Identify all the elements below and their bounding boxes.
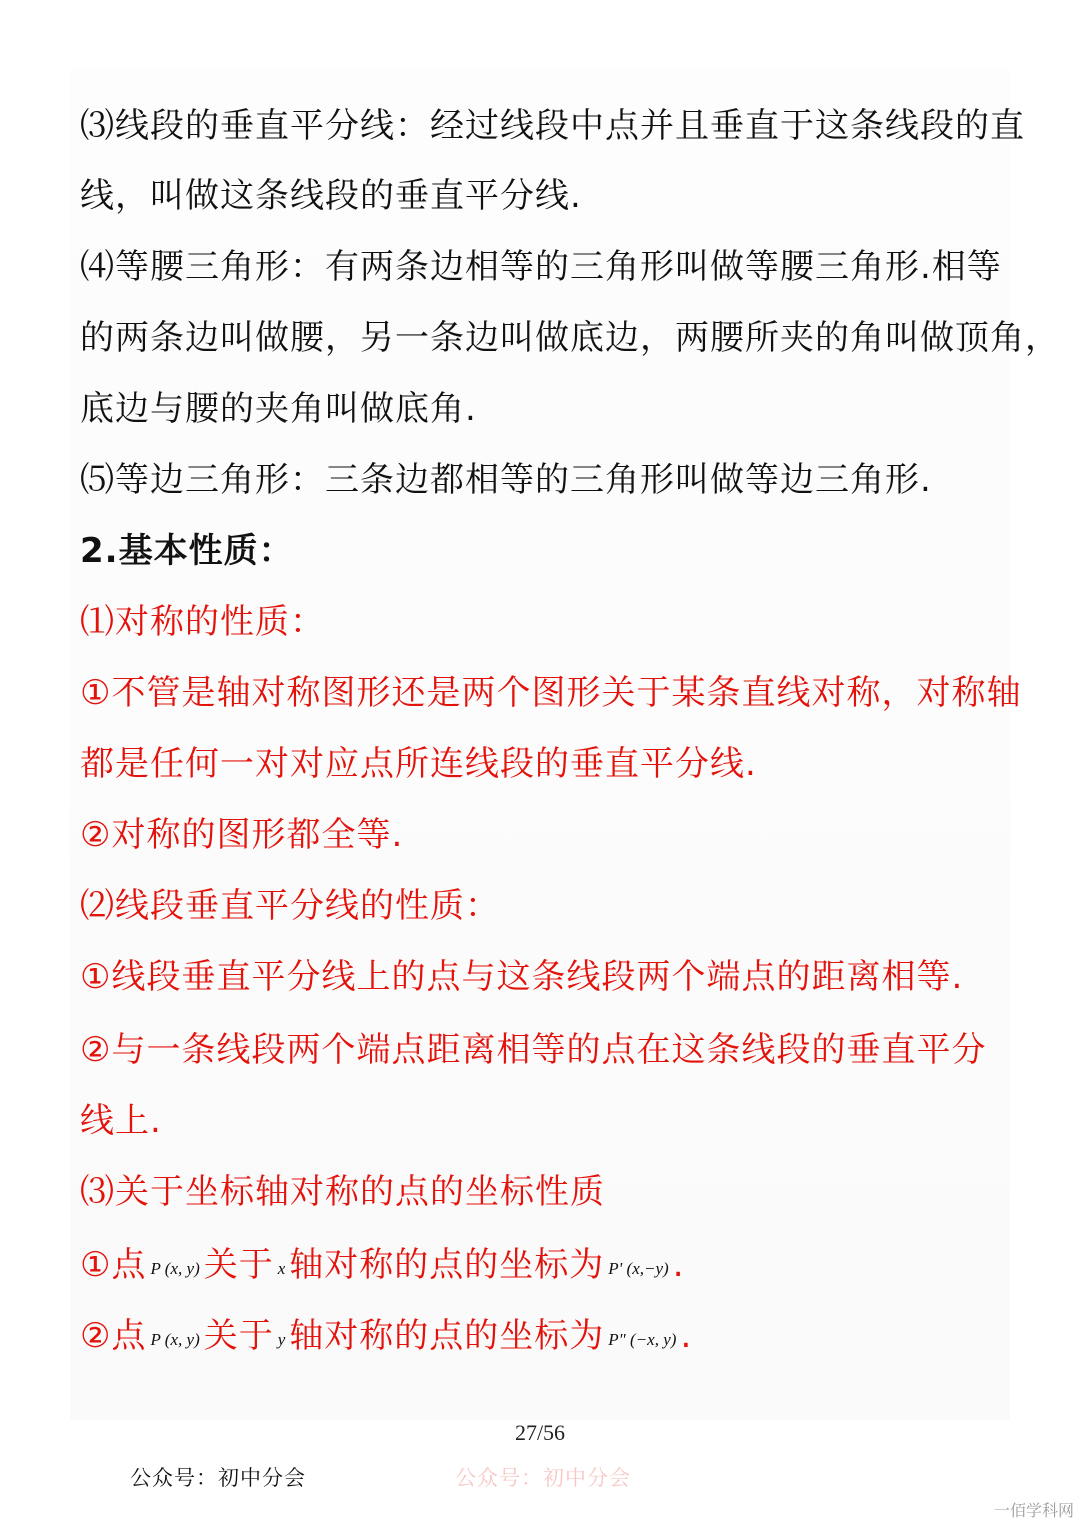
formula-x-lead: ①点	[80, 1245, 147, 1285]
text-line-3: ⑷等腰三角形：有两条边相等的三角形叫做等腰三角形.相等	[80, 247, 1002, 287]
formula-x-point: P (x, y)	[150, 1259, 200, 1278]
red-line-5: ⑵线段垂直平分线的性质：	[80, 886, 500, 926]
red-line-6: ①线段垂直平分线上的点与这条线段两个端点的距离相等.	[80, 957, 964, 997]
formula-line-y	[80, 1316, 692, 1360]
text-line-2: 线，叫做这条线段的垂直平分线.	[80, 176, 582, 216]
formula-y-end: .	[680, 1316, 693, 1356]
page-number: 27/56	[514, 1420, 566, 1445]
formula-x-rest: 轴对称的点的坐标为	[289, 1245, 605, 1285]
red-line-3: 都是任何一对对应点所连线段的垂直平分线.	[80, 744, 757, 784]
text-line-5: 底边与腰的夹角叫做底角.	[80, 389, 477, 429]
formula-y-mid: 关于	[203, 1316, 274, 1356]
footer-account-label: 公众号：初中分会	[130, 1466, 306, 1490]
formula-y-lead: ②点	[80, 1316, 147, 1356]
red-line-4: ②对称的图形都全等.	[80, 815, 404, 855]
formula-y-point: P (x, y)	[150, 1330, 200, 1349]
formula-line-x	[80, 1245, 685, 1289]
formula-y-image: P" (−x, y)	[608, 1330, 677, 1349]
text-line-6: ⑸等边三角形：三条边都相等的三角形叫做等边三角形.	[80, 460, 932, 500]
red-line-2: ①不管是轴对称图形还是两个图形关于某条直线对称，对称轴	[80, 673, 1022, 713]
footer-watermark: 公众号：初中分会	[455, 1466, 631, 1490]
red-line-8: 线上.	[80, 1101, 162, 1141]
red-line-7: ②与一条线段两个端点距离相等的点在这条线段的垂直平分	[80, 1030, 987, 1070]
formula-x-end: .	[672, 1245, 685, 1285]
text-line-1: ⑶线段的垂直平分线：经过线段中点并且垂直于这条线段的直	[80, 106, 1025, 146]
formula-x-image: P' (x,−y)	[608, 1259, 669, 1278]
red-line-1: ⑴对称的性质：	[80, 602, 325, 642]
formula-x-axis: x	[277, 1259, 286, 1278]
section-heading: 2.基本性质：	[80, 531, 294, 571]
corner-watermark: 一佰学科网	[993, 1501, 1074, 1520]
red-line-9: ⑶关于坐标轴对称的点的坐标性质	[80, 1172, 605, 1212]
formula-x-mid: 关于	[203, 1245, 274, 1285]
text-line-4: 的两条边叫做腰，另一条边叫做底边，两腰所夹的角叫做顶角，	[80, 318, 1060, 358]
formula-y-rest: 轴对称的点的坐标为	[289, 1316, 605, 1356]
formula-y-axis: y	[277, 1330, 286, 1349]
